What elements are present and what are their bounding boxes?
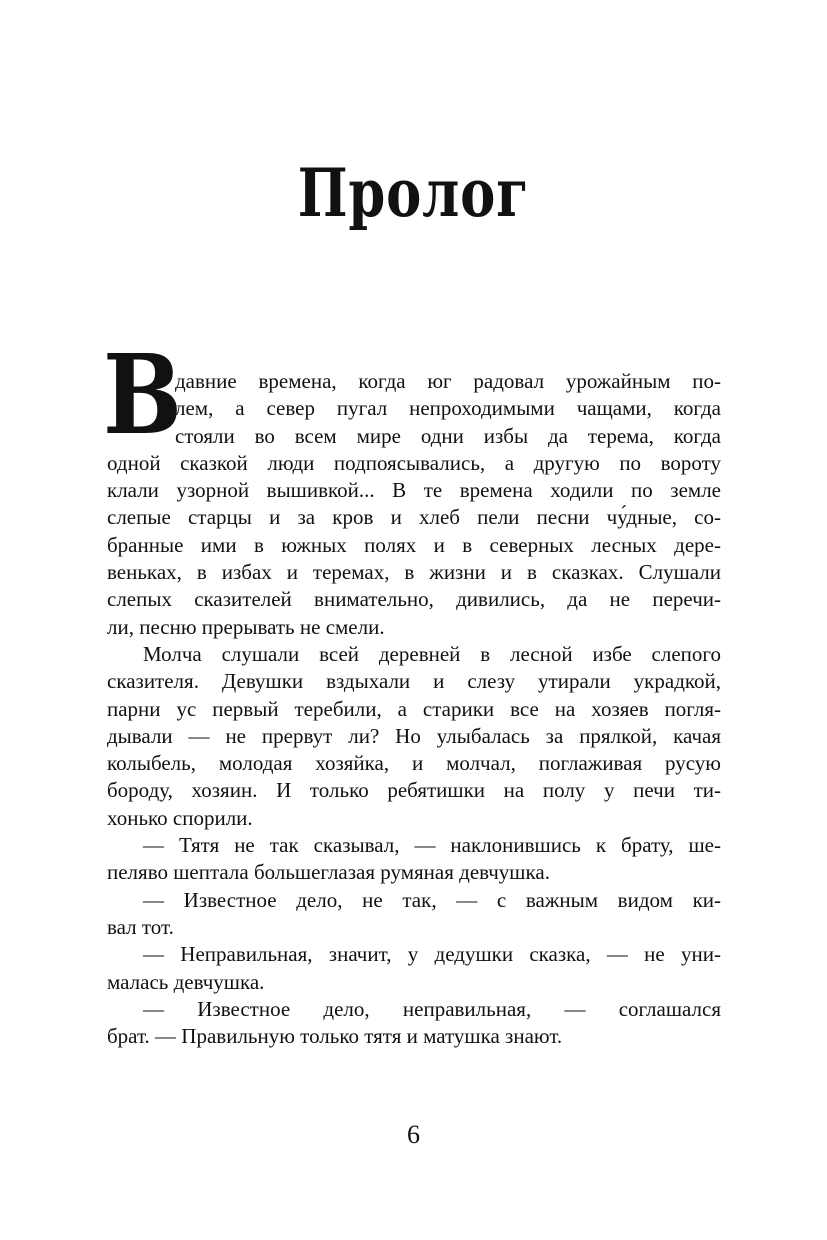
text-line: хонько спорили. — [107, 805, 253, 830]
text-line: давние времена, когда юг радовал урожайным по- — [175, 369, 721, 393]
text-line: стояли во всем мире одни избы да терема, когда — [175, 423, 721, 448]
text-line: бранные ими в южных полях и в северных лесных дере- — [107, 532, 721, 557]
text-line: малась девчушка. — [107, 969, 265, 994]
drop-cap-letter: В — [103, 330, 183, 459]
text-line: Молча слушали всей деревней в лесной избе слепого — [143, 641, 721, 666]
text-line: — Неправильная, значит, у дедушки сказка, — не уни- — [143, 942, 721, 967]
text-line: — Известное дело, неправильная, — соглашался — [143, 996, 721, 1021]
text-line: — Известное дело, не так, — с важным видом ки- — [143, 887, 721, 912]
text-line: вал тот. — [107, 914, 174, 939]
text-line: лем, а север пугал непроходимыми чащами, когда — [175, 396, 721, 421]
text-line: ли, песню прерывать не смели. — [107, 614, 385, 639]
text-line: брат. — Правильную только тятя и матушка знают. — [107, 1024, 563, 1049]
text-line: одной сказкой люди подпоясывались, а другую по вороту — [107, 450, 721, 475]
chapter-title: Пролог — [297, 154, 530, 232]
text-line: веньках, в избах и теремах, в жизни и в сказках. Слушали — [107, 560, 721, 585]
text-line: парни ус первый теребили, а старики все на хозяев погля- — [107, 696, 721, 721]
text-line: — Тятя не так сказывал, — наклонившись к брату, ше- — [143, 833, 721, 858]
body-text — [107, 368, 721, 1050]
page-number: 6 — [407, 1120, 420, 1149]
text-line: колыбель, молодая хозяйка, и молчал, поглаживая русую — [107, 751, 721, 776]
text-line: бороду, хозяин. И только ребятишки на полу у печи ти- — [107, 778, 721, 803]
text-line: сказителя. Девушки вздыхали и слезу утирали украдкой, — [107, 669, 721, 694]
text-line: пеляво шептала большеглазая румяная девчушка. — [107, 860, 550, 885]
text-line: клали узорной вышивкой... В те времена ходили по земле — [107, 478, 721, 503]
text-line: дывали — не прервут ли? Но улыбалась за прялкой, качая — [107, 723, 721, 748]
text-line: слепые старцы и за кров и хлеб пели песни чу́дные, со- — [107, 505, 721, 530]
text-line: слепых сказителей внимательно, дивились, да не перечи- — [107, 587, 721, 612]
